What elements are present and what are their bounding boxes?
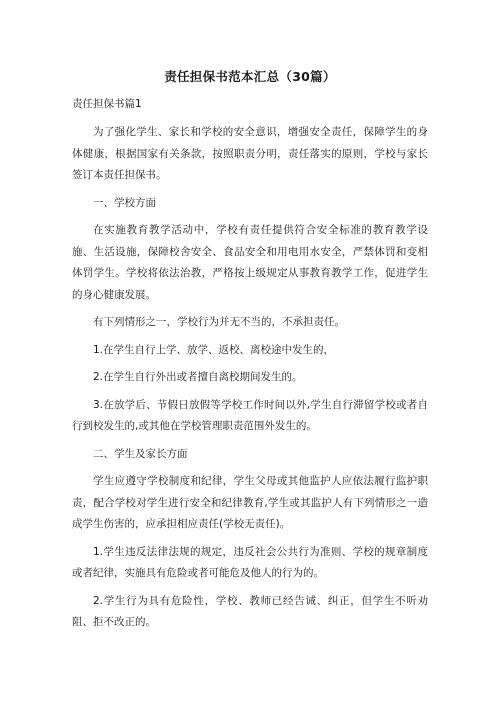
student-liability-item-2: 2.学生行为具有危险性，学校、教师已经告诫、纠正，但学生不听劝阻、拒不改正的。: [72, 594, 428, 628]
school-exemption-intro: 有下列情形之一，学校行为并无不当的，不承担责任。: [93, 316, 345, 328]
section-heading-student-parent: 二、学生及家长方面: [93, 447, 188, 460]
intro-paragraph: 为了强化学生、家长和学校的安全意识，增强安全责任，保障学生的身体健康，根据国家有关条款，按照职责分明，责任落实的原则，学校与家长签订本责任担保书。: [72, 126, 428, 181]
school-exemption-item-3: 3.在放学后、节假日放假等学校工作时间以外,学生自行滞留学校或者自行到校发生的,或其他在学校管理职责范围外发生的。: [72, 398, 428, 432]
school-exemption-item-2: 2.在学生自行外出或者擅自离校期间发生的。: [93, 371, 303, 383]
student-liability-item-1: 1.学生违反法律法规的规定，违反社会公共行为准则、学校的规章制度或者纪律，实施具有危险或者可能危及他人的行为的。: [72, 545, 428, 579]
section-heading-school: 一、学校方面: [93, 196, 156, 209]
document-title: 责任担保书范本汇总（30篇）: [164, 69, 336, 84]
student-parent-duty-paragraph: 学生应遵守学校制度和纪律，学生父母或其他监护人应依法履行监护职责，配合学校对学生进行安全和纪律教育,学生或其监护人有下列情形之一造成学生伤害的，应承担相应责任(学校无责任)。: [72, 475, 428, 530]
school-duty-paragraph: 在实施教育教学活动中，学校有责任提供符合安全标准的教育教学设施、生活设施，保障校舍安全、食品安全和用电用水安全，严禁体罚和变相体罚学生。学校将依法治教，严格按上级规定从事教育教学工作，促进学生的身心健康发展。: [72, 224, 428, 301]
school-exemption-item-1: 1.在学生自行上学、放学、返校、离校途中发生的，: [93, 343, 335, 356]
section-subtitle: 责任担保书篇1: [72, 98, 142, 110]
